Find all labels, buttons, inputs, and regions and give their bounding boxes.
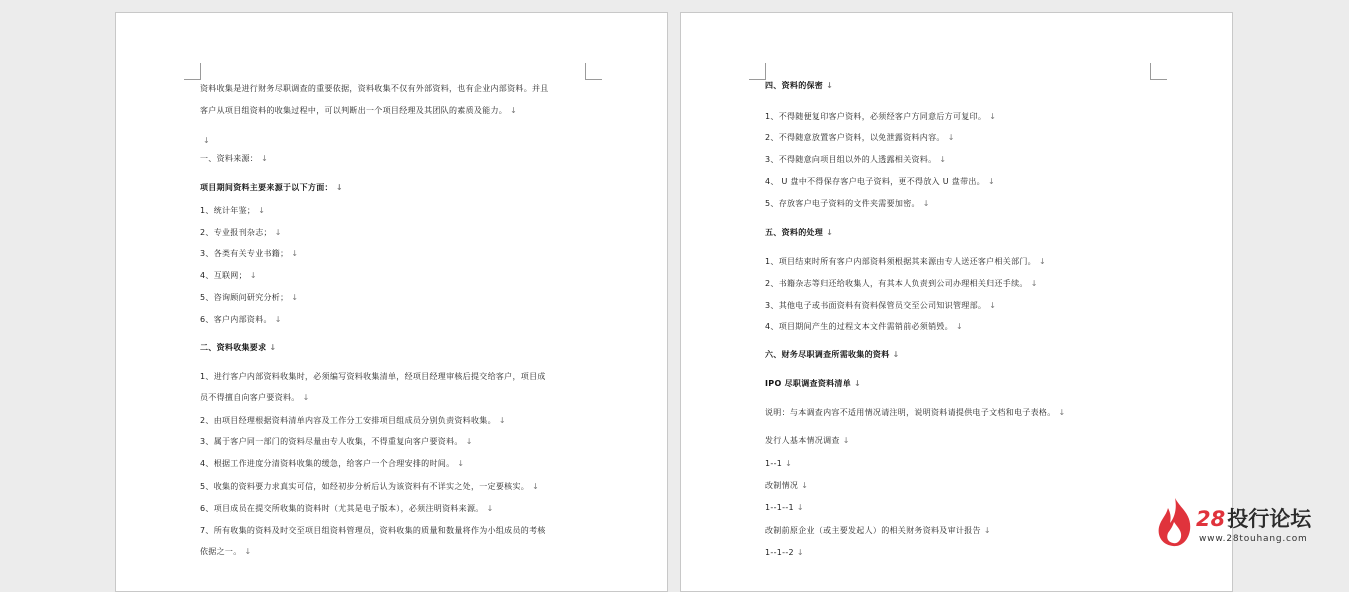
paragraph-text: 4、项目期间产生的过程文本文件需销前必须销毁。: [765, 322, 953, 331]
paragraph-text: 2、专业报刊杂志；: [200, 228, 272, 237]
paragraph-mark-icon: ↓: [989, 301, 997, 310]
margin-mark-top-left: [184, 63, 201, 80]
paragraph-line: [200, 228, 282, 238]
paragraph-line: [200, 271, 257, 281]
paragraph-line: [200, 504, 494, 514]
paragraph-line: [765, 279, 1038, 289]
paragraph-text: 5、收集的资料要力求真实可信，如经初步分析后认为该资料有不详实之处，一定要核实。: [200, 482, 530, 491]
paragraph-mark-icon: ↓: [465, 437, 473, 446]
paragraph-text: 5、存放客户电子资料的文件夹需要加密。: [765, 199, 920, 208]
paragraph-text: 资料收集是进行财务尽职调查的重要依据，资料收集不仅有外部资料，也有企业内部资料。并且: [200, 84, 549, 93]
site-watermark-logo: [1154, 496, 1334, 552]
paragraph-mark-icon: ↓: [842, 436, 850, 445]
paragraph-mark-icon: ↓: [892, 350, 900, 359]
paragraph-line: [765, 526, 991, 536]
paragraph-text: 6、项目成员在提交所收集的资料时（尤其是电子版本），必须注明资料来源。: [200, 504, 484, 513]
paragraph-text: 3、其他电子或书面资料有资料保管员交至公司知识管理部。: [765, 301, 987, 310]
paragraph-line: [200, 136, 210, 146]
paragraph-text: 1、进行客户内部资料收集时，必须编写资料收集清单，经项目经理审核后提交给客户，项目成: [200, 372, 546, 381]
paragraph-text: 一、资料来源：: [200, 154, 259, 163]
paragraph-line: [765, 133, 955, 143]
logo-number: 28: [1196, 507, 1226, 531]
paragraph-text: 2、不得随意放置客户资料，以免泄露资料内容。: [765, 133, 945, 142]
paragraph-line: [765, 459, 792, 469]
paragraph-line: [765, 436, 850, 446]
paragraph-line: [200, 183, 343, 193]
paragraph-mark-icon: ↓: [785, 459, 793, 468]
paragraph-mark-icon: ↓: [457, 459, 465, 468]
paragraph-text: 二、资料收集要求: [200, 343, 267, 352]
paragraph-line: [200, 206, 265, 216]
margin-mark-top-right: [1150, 63, 1167, 80]
paragraph-line: [200, 393, 310, 403]
paragraph-text: 4、根据工作进度分清资料收集的缓急，给客户一个合理安排的时间。: [200, 459, 455, 468]
paragraph-line: [765, 301, 996, 311]
paragraph-line: [765, 81, 833, 91]
paragraph-line: [765, 503, 804, 513]
paragraph-line: [765, 408, 1066, 418]
paragraph-line: [200, 293, 298, 303]
paragraph-line: [765, 228, 833, 238]
paragraph-line: [200, 526, 549, 536]
paragraph-mark-icon: ↓: [796, 503, 804, 512]
paragraph-line: [200, 416, 506, 426]
paragraph-text: 7、所有收集的资料及时交至项目组资料管理员，资料收集的质量和数量将作为小组成员的考核: [200, 526, 546, 535]
paragraph-line: [765, 257, 1046, 267]
paragraph-line: [765, 322, 963, 332]
paragraph-mark-icon: ↓: [826, 228, 834, 237]
paragraph-text: 五、资料的处理: [765, 228, 824, 237]
paragraph-mark-icon: ↓: [335, 183, 343, 192]
logo-url: www.28touhang.com: [1199, 534, 1308, 544]
paragraph-text: 6、客户内部资料。: [200, 315, 272, 324]
paragraph-line: [765, 548, 804, 558]
paragraph-text: 1、项目结束时所有客户内部资料须根据其来源由专人送还客户相关部门。: [765, 257, 1036, 266]
paragraph-mark-icon: ↓: [956, 322, 964, 331]
paragraph-line: [200, 547, 252, 557]
paragraph-line: [200, 315, 282, 325]
paragraph-mark-icon: ↓: [1039, 257, 1047, 266]
paragraph-text: 六、财务尽职调查所需收集的资料: [765, 350, 890, 359]
paragraph-text: IPO 尽职调查资料清单: [765, 379, 852, 388]
paragraph-text: 项目期间资料主要来源于以下方面：: [200, 183, 333, 192]
paragraph-text: 四、资料的保密: [765, 81, 824, 90]
paragraph-mark-icon: ↓: [244, 547, 252, 556]
paragraph-mark-icon: ↓: [291, 249, 299, 258]
paragraph-mark-icon: ↓: [989, 112, 997, 121]
paragraph-mark-icon: ↓: [1030, 279, 1038, 288]
paragraph-mark-icon: ↓: [1058, 408, 1066, 417]
flame-icon: [1154, 496, 1196, 548]
margin-mark-top-right: [585, 63, 602, 80]
paragraph-line: [765, 481, 808, 491]
paragraph-text: 5、咨询顾问研究分析；: [200, 293, 289, 302]
paragraph-text: 1--1: [765, 459, 783, 468]
paragraph-line: [200, 482, 539, 492]
paragraph-mark-icon: ↓: [947, 133, 955, 142]
paragraph-mark-icon: ↓: [261, 154, 269, 163]
paragraph-mark-icon: ↓: [302, 393, 310, 402]
paragraph-text: 2、书籍杂志等归还给收集人，有其本人负责到公司办理相关归还手续。: [765, 279, 1028, 288]
paragraph-mark-icon: ↓: [801, 481, 809, 490]
paragraph-text: 2、由项目经理根据资料清单内容及工作分工安排项目组成员分别负责资料收集。: [200, 416, 496, 425]
paragraph-line: [200, 106, 517, 116]
paragraph-mark-icon: ↓: [291, 293, 299, 302]
paragraph-text: 依据之一。: [200, 547, 242, 556]
paragraph-mark-icon: ↓: [922, 199, 930, 208]
paragraph-text: 3、各类有关专业书籍；: [200, 249, 289, 258]
paragraph-mark-icon: ↓: [274, 228, 282, 237]
paragraph-line: [200, 459, 464, 469]
paragraph-line: [200, 84, 552, 94]
paragraph-mark-icon: ↓: [796, 548, 804, 557]
paragraph-mark-icon: ↓: [498, 416, 506, 425]
paragraph-line: [200, 343, 276, 353]
logo-name: 投行论坛: [1227, 507, 1312, 531]
paragraph-line: [765, 155, 946, 165]
paragraph-mark-icon: ↓: [258, 206, 266, 215]
paragraph-line: [765, 199, 930, 209]
paragraph-text: 1--1--2: [765, 548, 794, 557]
paragraph-mark-icon: ↓: [269, 343, 277, 352]
paragraph-mark-icon: ↓: [532, 482, 540, 491]
paragraph-line: [200, 437, 473, 447]
paragraph-line: [765, 177, 995, 187]
paragraph-line: [765, 112, 996, 122]
paragraph-text: 1、统计年鉴；: [200, 206, 256, 215]
paragraph-line: [765, 379, 861, 389]
paragraph-mark-icon: ↓: [510, 106, 518, 115]
paragraph-line: [765, 350, 900, 360]
paragraph-mark-icon: ↓: [826, 81, 834, 90]
paragraph-text: 4、 U 盘中不得保存客户电子资料，更不得放入 U 盘带出。: [765, 177, 985, 186]
paragraph-text: 发行人基本情况调查: [765, 436, 840, 445]
paragraph-mark-icon: ↓: [987, 177, 995, 186]
logo-wordmark: [1196, 506, 1311, 532]
paragraph-text: 3、属于客户同一部门的资料尽量由专人收集，不得重复向客户要资料。: [200, 437, 463, 446]
paragraph-text: 员不得擅自向客户要资料。: [200, 393, 300, 402]
paragraph-text: 说明：与本调查内容不适用情况请注明，说明资料请提供电子文档和电子表格。: [765, 408, 1056, 417]
paragraph-line: [200, 372, 549, 382]
paragraph-text: 1--1--1: [765, 503, 794, 512]
document-page-left: [115, 12, 668, 592]
margin-mark-top-left: [749, 63, 766, 80]
paragraph-mark-icon: ↓: [983, 526, 991, 535]
paragraph-mark-icon: ↓: [486, 504, 494, 513]
paragraph-text: 改制前原企业（或主要发起人）的相关财务资料及审计报告: [765, 526, 981, 535]
paragraph-line: [200, 154, 268, 164]
paragraph-text: 1、不得随便复印客户资料，必须经客户方同意后方可复印。: [765, 112, 987, 121]
paragraph-text: 4、互联网；: [200, 271, 247, 280]
paragraph-mark-icon: ↓: [854, 379, 862, 388]
paragraph-mark-icon: ↓: [249, 271, 257, 280]
paragraph-mark-icon: ↓: [274, 315, 282, 324]
paragraph-mark-icon: ↓: [939, 155, 947, 164]
paragraph-text: 客户从项目组资料的收集过程中，可以判断出一个项目经理及其团队的素质及能力。: [200, 106, 508, 115]
paragraph-text: 3、不得随意向项目组以外的人透露相关资料。: [765, 155, 937, 164]
paragraph-line: [200, 249, 298, 259]
document-page-right: [680, 12, 1233, 592]
paragraph-text: 改制情况: [765, 481, 799, 490]
paragraph-mark-icon: ↓: [203, 136, 211, 145]
